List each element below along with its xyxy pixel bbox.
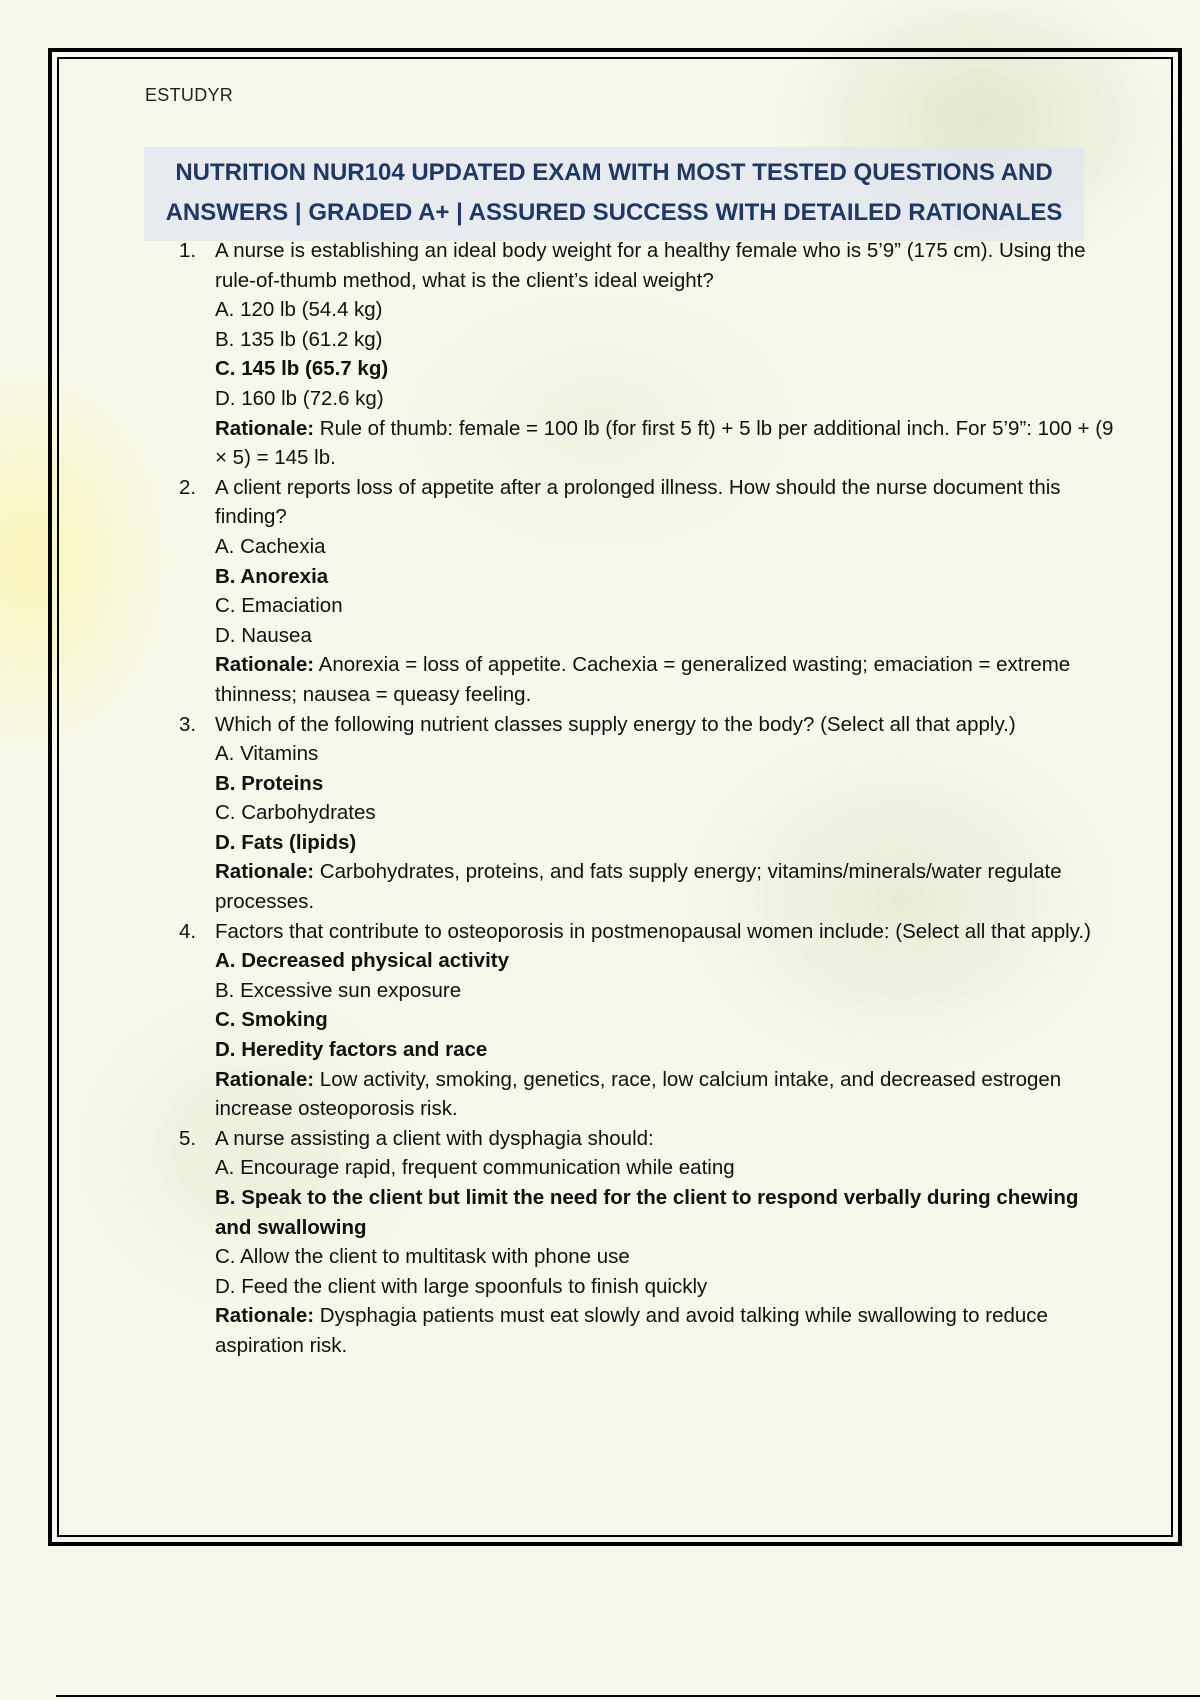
answer-option: C. Carbohydrates [215, 801, 376, 825]
question-body [215, 1124, 1119, 1361]
question-body [215, 236, 1119, 473]
answer-option: A. Cachexia [215, 534, 326, 558]
page-border [48, 48, 1182, 1546]
question-text: A client reports loss of appetite after a prolonged illness. How should the nurse document this finding? [215, 475, 1061, 529]
footer-divider [56, 1695, 1200, 1697]
question-number: 2. [179, 475, 197, 499]
answer-option-correct: C. Smoking [215, 1008, 328, 1032]
question-text: A nurse assisting a client with dysphagia should: [215, 1126, 654, 1150]
answer-option-correct: C. 145 lb (65.7 kg) [215, 357, 389, 381]
rationale-text: Dysphagia patients must eat slowly and avoid talking while swallowing to reduce aspiration risk. [215, 1304, 1048, 1357]
answer-option: B. Excessive sun exposure [215, 978, 462, 1002]
rationale [215, 650, 1119, 709]
answer-option: A. Encourage rapid, frequent communication while eating [215, 1156, 735, 1180]
answer-option: D. 160 lb (72.6 kg) [215, 386, 384, 410]
answer-option: D. Nausea [215, 623, 312, 647]
page-border-inner [57, 57, 1173, 1537]
rationale-text: Low activity, smoking, genetics, race, low calcium intake, and decreased estrogen increase osteoporosis risk. [215, 1067, 1062, 1121]
question-body [215, 473, 1119, 710]
rationale-label: Rationale: [215, 1067, 315, 1091]
question-body [215, 710, 1119, 917]
rationale-text: Rule of thumb: female = 100 lb (for first 5 ft) + 5 lb per additional inch. For 5’9”: 100 + (9 × 5) = 145 lb. [215, 416, 1114, 470]
answer-option-correct: B. Speak to the client but limit the need for the client to respond verbally during chewing and swallowing [215, 1186, 1079, 1239]
answer-option: C. Allow the client to multitask with phone use [215, 1245, 630, 1269]
question-item [179, 236, 1119, 473]
answer-option-correct: B. Anorexia [215, 564, 329, 588]
answer-option-correct: D. Fats (lipids) [215, 830, 357, 854]
rationale [215, 1301, 1119, 1360]
rationale-label: Rationale: [215, 653, 315, 677]
question-number: 3. [179, 712, 197, 736]
rationale [215, 1065, 1119, 1124]
answer-option: D. Feed the client with large spoonfuls to finish quickly [215, 1274, 708, 1298]
question-number: 5. [179, 1126, 197, 1150]
answer-option: A. 120 lb (54.4 kg) [215, 298, 383, 322]
question-item [179, 1124, 1119, 1361]
title-line-1: NUTRITION NUR104 UPDATED EXAM WITH MOST TESTED QUESTIONS AND [175, 159, 1053, 186]
answer-option: A. Vitamins [215, 742, 319, 766]
page-title [144, 147, 1084, 241]
question-list [179, 236, 1119, 1361]
answer-option-correct: D. Heredity factors and race [215, 1038, 488, 1062]
answer-option: B. 135 lb (61.2 kg) [215, 327, 383, 351]
question-item [179, 917, 1119, 1124]
rationale-label: Rationale: [215, 416, 315, 440]
question-text: A nurse is establishing an ideal body weight for a healthy female who is 5’9” (175 cm). Using the rule-of-thumb method, what is the client’s ideal weight? [215, 239, 1086, 292]
answer-option: C. Emaciation [215, 594, 343, 618]
title-line-2: ANSWERS | GRADED A+ | ASSURED SUCCESS WITH DETAILED RATIONALES [165, 199, 1063, 226]
question-item [179, 473, 1119, 710]
rationale-label: Rationale: [215, 860, 315, 884]
question-body [215, 917, 1119, 1124]
question-number: 1. [179, 239, 197, 262]
question-number: 4. [179, 919, 197, 943]
brand-label: ESTUDYR [145, 85, 234, 105]
question-item [179, 710, 1119, 917]
rationale [215, 414, 1119, 473]
rationale-text: Anorexia = loss of appetite. Cachexia = generalized wasting; emaciation = extreme thinness; nausea = queasy feeling. [215, 653, 1071, 706]
answer-option-correct: A. Decreased physical activity [215, 949, 509, 973]
rationale [215, 857, 1119, 916]
rationale-text: Carbohydrates, proteins, and fats supply energy; vitamins/minerals/water regulate processes. [215, 860, 1062, 914]
answer-option-correct: B. Proteins [215, 771, 324, 795]
question-text: Which of the following nutrient classes supply energy to the body? (Select all that apply.) [215, 712, 1016, 736]
rationale-label: Rationale: [215, 1304, 315, 1328]
question-text: Factors that contribute to osteoporosis in postmenopausal women include: (Select all that apply.) [215, 919, 1091, 943]
